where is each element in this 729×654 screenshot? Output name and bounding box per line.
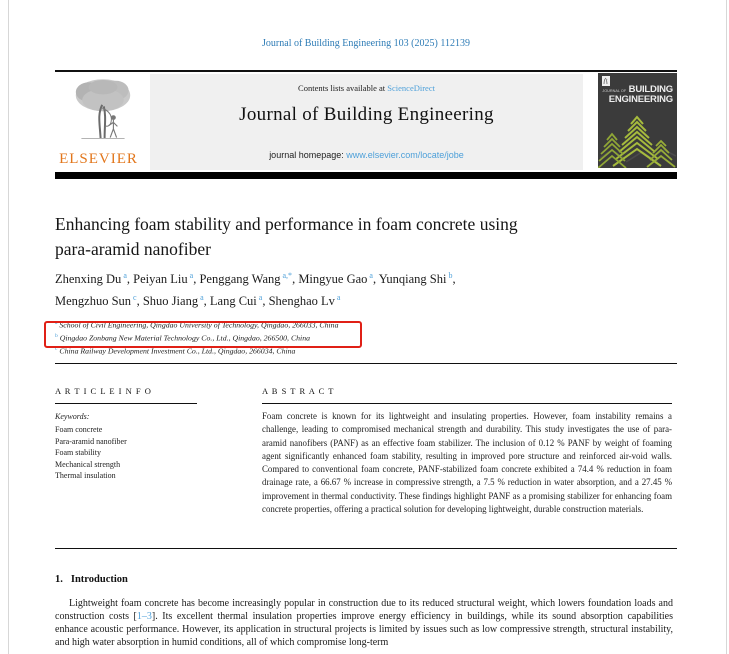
intro-paragraph (55, 597, 673, 654)
intro-heading-number: 1. (55, 574, 63, 585)
affiliation-sup: b (55, 333, 58, 340)
running-head-citation: Journal of Building Engineering 103 (2025) 112139 (262, 38, 470, 49)
keyword-item: Thermal insulation (55, 471, 116, 481)
intro-heading (55, 574, 128, 585)
section-rule-top (55, 363, 677, 364)
article-title-line2: para-aramid nanofiber (55, 239, 211, 259)
keywords-list (55, 424, 127, 482)
intro-heading-text: Introduction (70, 574, 128, 585)
elsevier-logo[interactable] (55, 74, 150, 170)
contents-prefix: Contents lists available at (298, 83, 388, 93)
author-name: Shuo Jiang (142, 293, 199, 308)
article-title-line1: Enhancing foam stability and performance in foam concrete using (55, 214, 518, 234)
cover-title-line1: BUILDING (628, 84, 673, 95)
page-border-right (726, 0, 727, 654)
affiliation-text: Qingdao Zonbang New Material Technology Co., Ltd., Qingdao, 266500, China (57, 333, 311, 343)
author-affiliation-sup: b (446, 271, 453, 280)
page-border-left (8, 0, 9, 654)
banner-rule-bottom (55, 172, 677, 179)
author-list: Zhenxing Du $^a$, Peiyan Liu $^a$, Penggang Wang $^{a,*}$, Mingyue Gao $^a$, Yunqiang Shi $^b$, Mengzhuo Sun $^c$, Shuo Jiang $^a$, Lang Cui $^a$, Shenghao Lv $^a$ (55, 271, 456, 308)
author-affiliation-sup: a (198, 292, 204, 302)
citation-bracket-open: [ (133, 611, 137, 622)
citation-link[interactable]: 1–3 (136, 611, 152, 622)
keywords-label: Keywords: (55, 412, 90, 421)
affiliation-highlight-box (44, 321, 362, 348)
article-info-heading: A R T I C L E I N F O (55, 386, 152, 396)
banner-center (150, 74, 583, 170)
author-affiliation-sup: a (121, 271, 127, 280)
author-affiliation-sup: a (334, 292, 341, 302)
article-title (55, 212, 655, 262)
cover-elsevier-mark-icon (602, 76, 610, 86)
author-name: Lang Cui (209, 293, 257, 308)
keyword-item: Mechanical strength (55, 459, 121, 469)
elsevier-tree-icon (67, 76, 139, 140)
cover-title-line2: ENGINEERING (608, 93, 673, 105)
keyword-item: Foam stability (55, 448, 101, 458)
elsevier-wordmark: ELSEVIER (59, 151, 138, 167)
affiliation-text: School of Civil Engineering, Qingdao University of Technology, Qingdao, 266033, China (57, 320, 339, 330)
author-affiliation-sup: a,* (280, 271, 293, 280)
journal-title: Journal of Building Engineering (239, 104, 494, 125)
citation-bracket-close: ] (151, 611, 156, 622)
cover-trees-icon (598, 112, 677, 168)
author-affiliation-sup: a (256, 292, 263, 302)
author-name: Yunqiang Shi (378, 272, 447, 287)
author-name: Mingyue Gao (298, 272, 368, 287)
journal-cover[interactable] (598, 73, 677, 168)
author-name: Shenghao Lv (268, 293, 335, 308)
article-info-rule (55, 403, 197, 404)
author-affiliation-sup: a (187, 271, 194, 280)
section-rule-bottom (55, 548, 677, 549)
affiliation-sup: c (55, 346, 58, 353)
author-affiliation-sup: a (367, 271, 373, 280)
affiliation-sup: a (55, 320, 58, 326)
homepage-prefix: journal homepage: (269, 150, 347, 160)
author-name: Penggang Wang (199, 272, 281, 287)
homepage-line (150, 150, 583, 160)
intro-text-before: Lightweight foam concrete has become increasingly popular in construction due to its reduced structural weight, which lowers foundation loads and construction costs (55, 598, 673, 622)
contents-line (150, 83, 583, 93)
cover-title (600, 86, 673, 104)
author-name: Mengzhuo Sun (55, 293, 132, 308)
homepage-link[interactable]: www.elsevier.com/locate/jobe (346, 150, 464, 160)
keyword-item: Foam concrete (55, 425, 103, 434)
cover-kicker: JOURNAL OF (602, 89, 627, 93)
affiliation-text: China Railway Development Investment Co., Ltd., Qingdao, 266034, China (57, 346, 296, 356)
author-affiliation-sup: c (131, 292, 137, 302)
sciencedirect-link[interactable]: ScienceDirect (387, 83, 435, 93)
abstract-rule (262, 403, 672, 404)
keyword-item: Para-aramid nanofiber (55, 436, 127, 446)
banner-rule-top (55, 70, 677, 72)
author-name: Peiyan Liu (133, 272, 188, 287)
intro-text-after: . Its excellent thermal insulation properties improve energy efficiency in buildings, while its sound absorption capabilities enhance acoustic performance. However, its application in structural projects is limited by issues such as low compressive strength, structural instability, and high water absorption in humid conditions, all of which compromise long-term (55, 611, 673, 648)
author-name: Zhenxing Du (55, 272, 122, 287)
abstract-text: Foam concrete is known for its lightweight and insulating properties. However, foam instability remains a challenge, leading to compromised mechanical strength and durability. This study investigates the use of para-aramid nanofibers (PANF) as an effective foam stabilizer. The inclusion of 0.12 % PANF by weight of foaming agent significantly enhanced foam stability, resulting in improved pore structure and reinforced air-void walls. Compared to conventional foam concrete, PANF-stabilized foam concrete exhibited a 74.4 % reduction in foam drainage rate, a 66.67 % increase in compressive strength, a 7.5 % reduction in water absorption, and a 27.45 % improvement in thermal conductivity. These findings highlight PANF as a promising stabilizer for enhancing foam concrete properties, offering a practical solution for developing lightweight, durable construction materials. (262, 411, 672, 514)
abstract-heading: A B S T R A C T (262, 386, 335, 396)
